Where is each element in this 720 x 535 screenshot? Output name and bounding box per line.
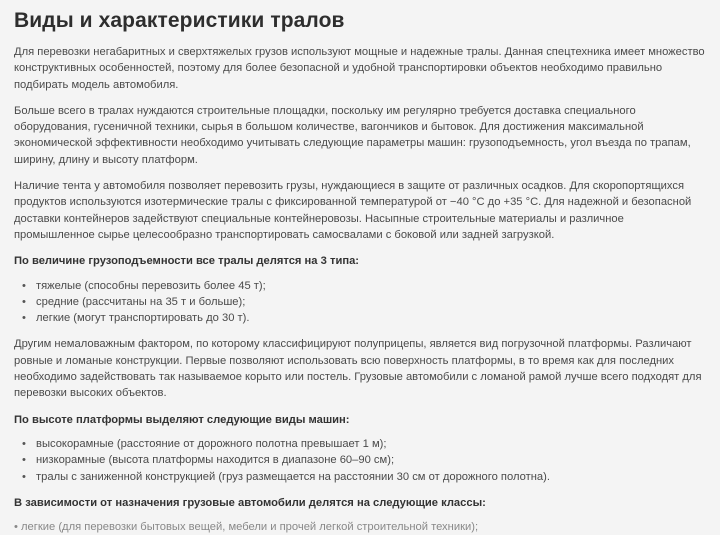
height-heading: По высоте платформы выделяют следующие виды машин: <box>14 413 350 426</box>
bullet-icon: • <box>22 279 26 292</box>
capacity-list <box>14 278 706 327</box>
platform-paragraph: Другим немаловажным фактором, по которому классифицируют полуприцепы, является вид погрузочной платформы. Различают ровные и ломаные конструкции. Первые позволяют использовать всю поверхность платформы, в то время как для последних необходимо задействовать так называемое корыто или постель. Грузовые автомобили с ломаной рамой лучше всего подходят для перевозки высоких объектов. <box>14 338 702 400</box>
list-item <box>22 469 706 485</box>
list-item-text: высокорамные (расстояние от дорожного полотна превышает 1 м); <box>36 437 387 450</box>
bullet-icon: • <box>22 312 26 325</box>
cut-off-list-item: • легкие (для перевозки бытовых вещей, мебели и прочей легкой строительной техники); <box>14 521 479 534</box>
bullet-icon: • <box>22 437 26 450</box>
list-item <box>22 278 706 294</box>
cargo-paragraph: Наличие тента у автомобиля позволяет перевозить грузы, нуждающиеся в защите от различных осадков. Для скоропортящихся продуктов используются изотермические тралы с фиксированной температурой от −40 °C до +35 °C. Для надежной и безопасной доставки контейнеров задействуют специальные контейнеровозы. Насыпные строительные материалы и различное промышленное сырье целесообразно транспортировать самосвалами с боковой или задней загрузкой. <box>14 180 692 241</box>
list-item <box>22 452 706 468</box>
bullet-icon: • <box>22 295 26 308</box>
list-item-text: тяжелые (способны перевозить более 45 т); <box>36 279 266 292</box>
height-list <box>14 436 706 485</box>
construction-paragraph: Больше всего в тралах нуждаются строительные площадки, поскольку им регулярно требуется доставка специального оборудования, гусеничной техники, сырья в большом количестве, вагончиков и бытовок. Для достижения максимальной экономической эффективности необходимо учитывать следующие параметры машин: грузоподъемность, угол въезда по трапам, ширину, длину и высоту платформ. <box>14 104 691 166</box>
bullet-icon: • <box>22 454 26 467</box>
capacity-heading: По величине грузоподъемности все тралы делятся на 3 типа: <box>14 255 360 268</box>
bullet-icon: • <box>22 470 26 483</box>
intro-paragraph: Для перевозки негабаритных и сверхтяжелых грузов используют мощные и надежные тралы. Данная спецтехника имеет множество конструктивных особенностей, поэтому для более безопасной и удобной транспортировки объектов необходимо правильно подбирать модель автомобиля. <box>14 46 705 91</box>
list-item <box>22 310 706 326</box>
page-title: Виды и характеристики тралов <box>14 9 345 32</box>
list-item <box>22 436 706 452</box>
list-item-text: средние (рассчитаны на 35 т и больше); <box>36 295 246 308</box>
list-item-text: низкорамные (высота платформы находится в диапазоне 60–90 см); <box>36 454 395 467</box>
list-item-text: тралы с заниженной конструкцией (груз размещается на расстоянии 30 см от дорожного полотна). <box>36 470 550 483</box>
list-item-text: легкие (могут транспортировать до 30 т). <box>36 312 250 325</box>
list-item <box>22 294 706 310</box>
article <box>0 8 720 534</box>
purpose-heading: В зависимости от назначения грузовые автомобили делятся на следующие классы: <box>14 496 486 509</box>
